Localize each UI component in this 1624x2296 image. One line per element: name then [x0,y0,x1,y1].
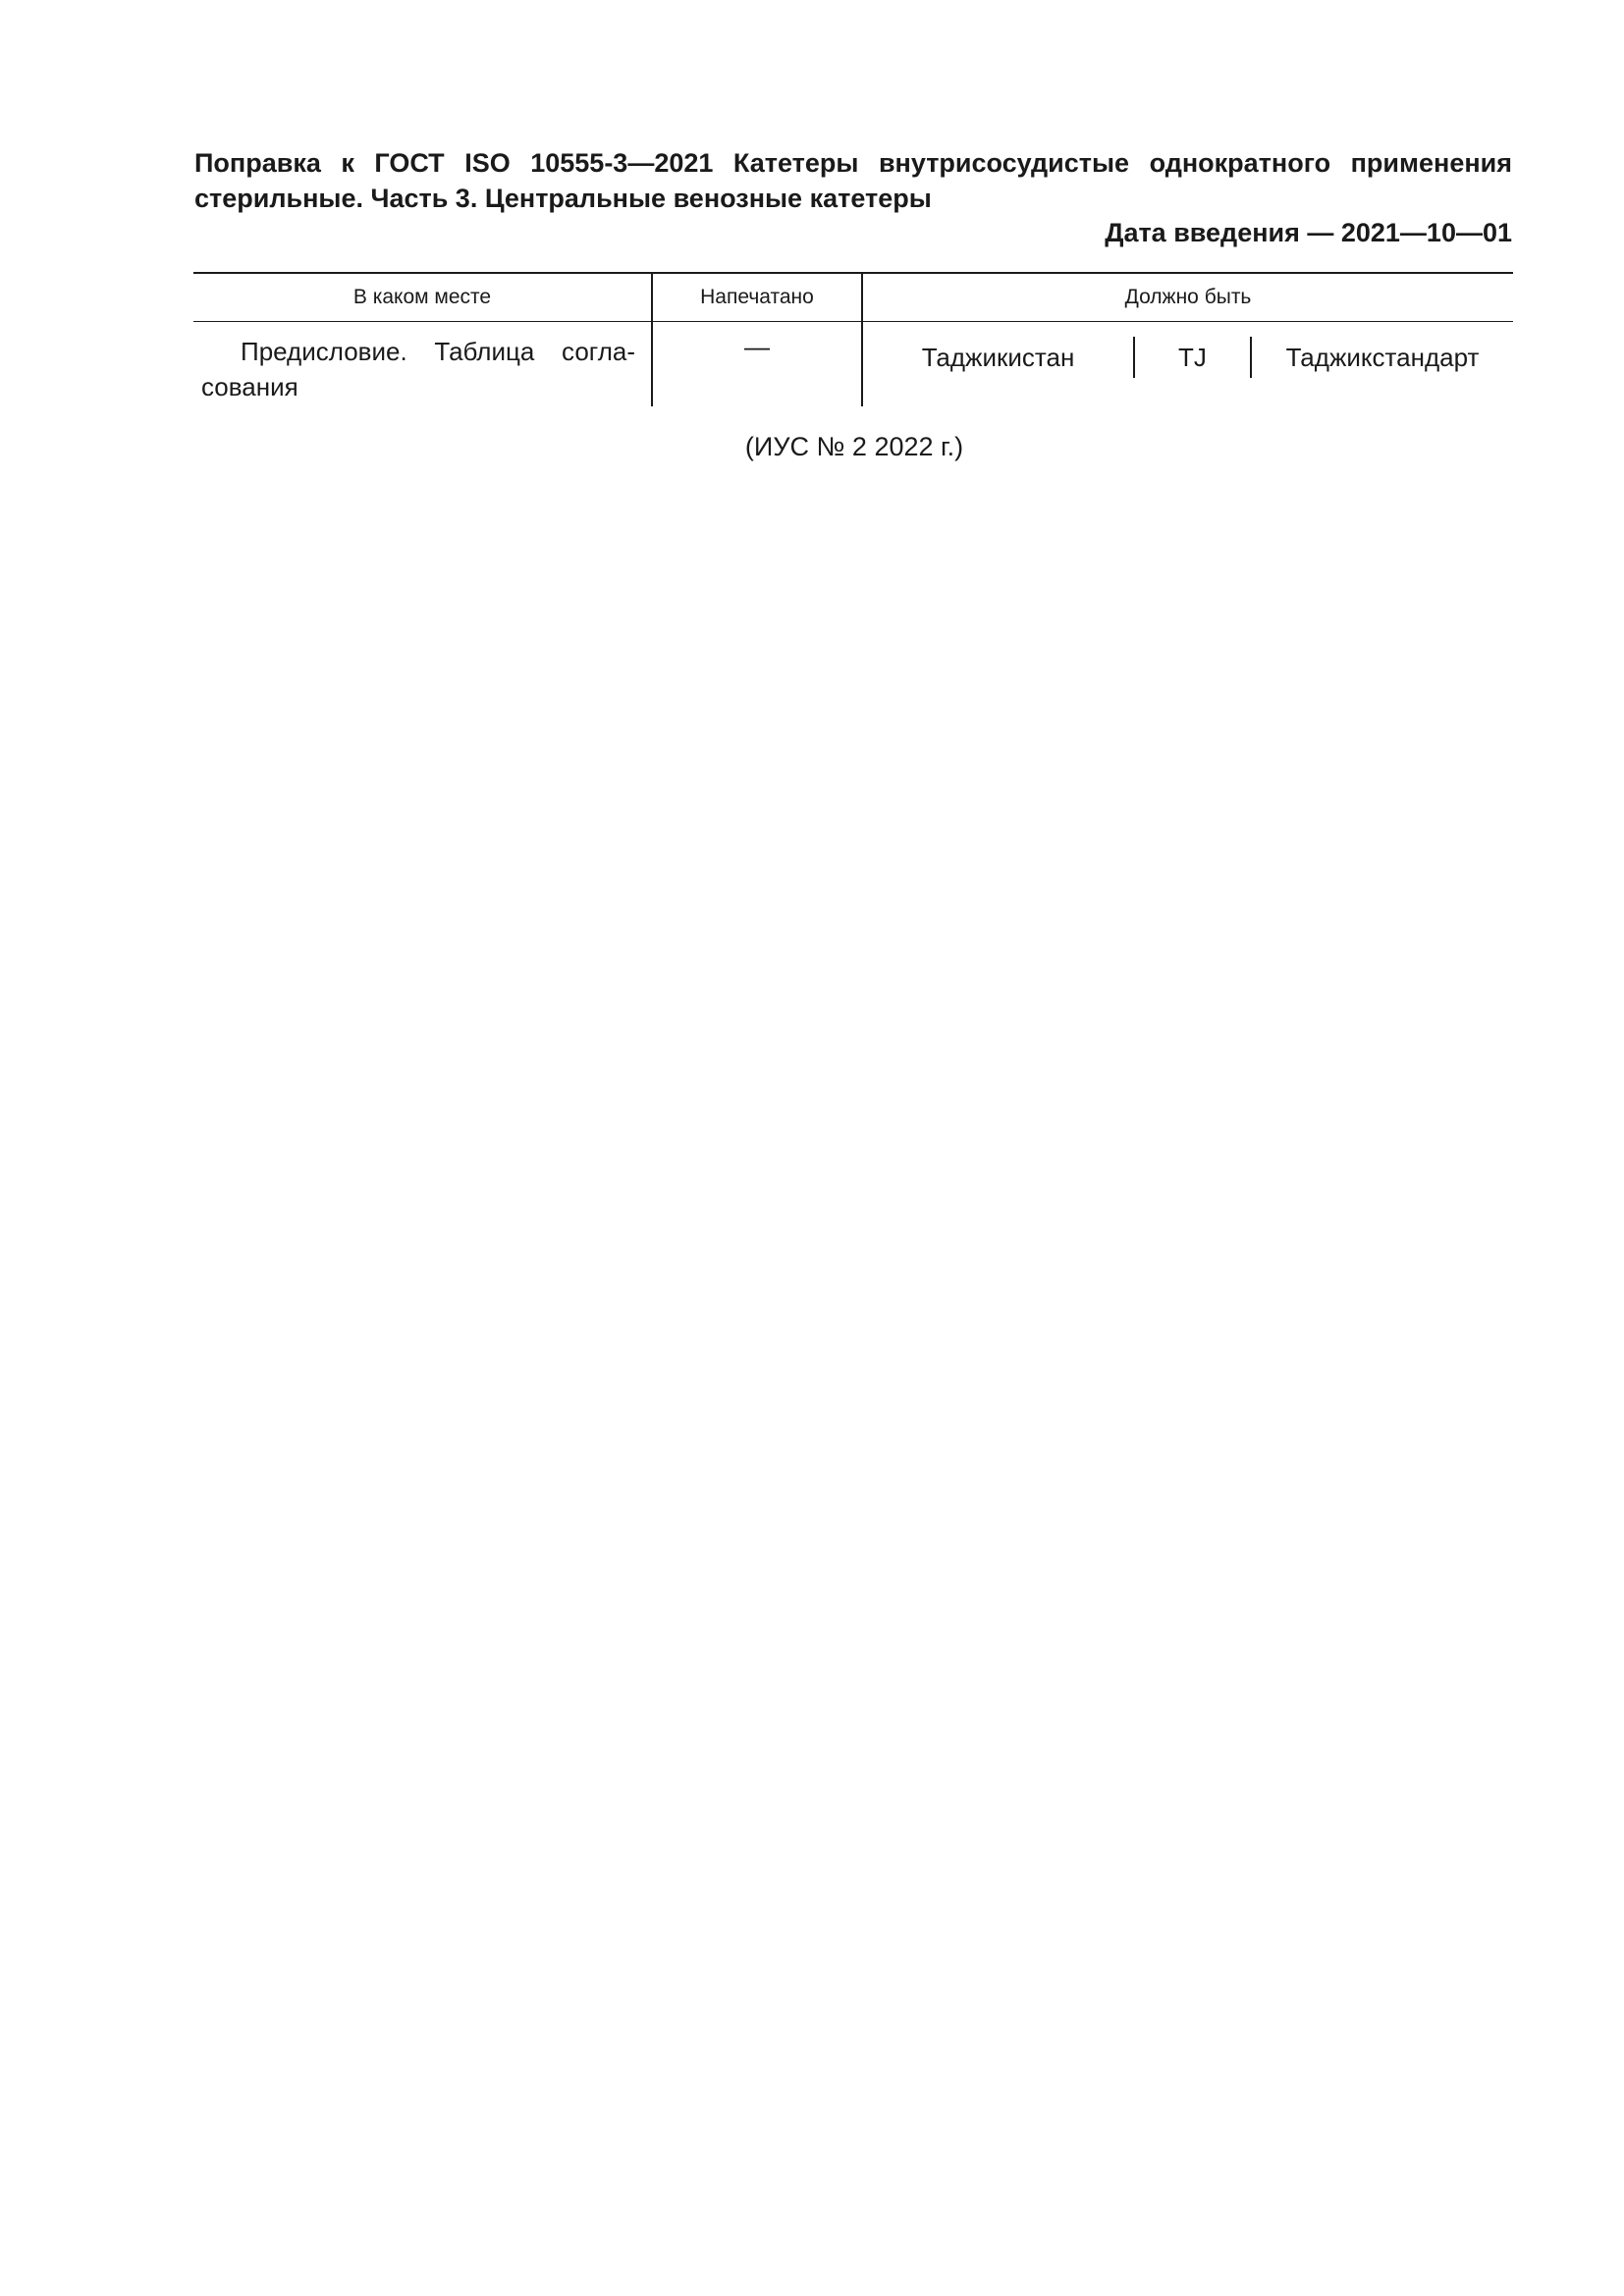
cell-printed [652,322,862,407]
should-be-group [863,337,1513,378]
should-be-country: Таджикистан [921,342,1075,372]
should-be-code: TJ [1133,337,1252,378]
amendment-title: Поправка к ГОСТ ISO 10555-3—2021 Катетеры внутрисосудистые однократного применения стерильные. Часть 3. Центральные венозные катетеры [194,148,1512,213]
header-printed: Напечатано [652,273,862,322]
correction-table [193,272,1513,406]
header-should-be: Должно быть [862,273,1513,322]
table-row [193,322,1513,407]
source-reference: (ИУС № 2 2022 г.) [744,432,964,461]
table-header-row [193,273,1513,322]
cell-should-be [862,322,1513,407]
place-text: Предисловие. Таблица согла-сования [201,337,635,401]
introduction-date: Дата введения — 2021—10—01 [1105,218,1512,247]
printed-text: — [744,332,770,361]
should-be-organization: Таджикстандарт [1285,342,1480,372]
cell-place [193,322,652,407]
header-place: В каком месте [193,273,652,322]
